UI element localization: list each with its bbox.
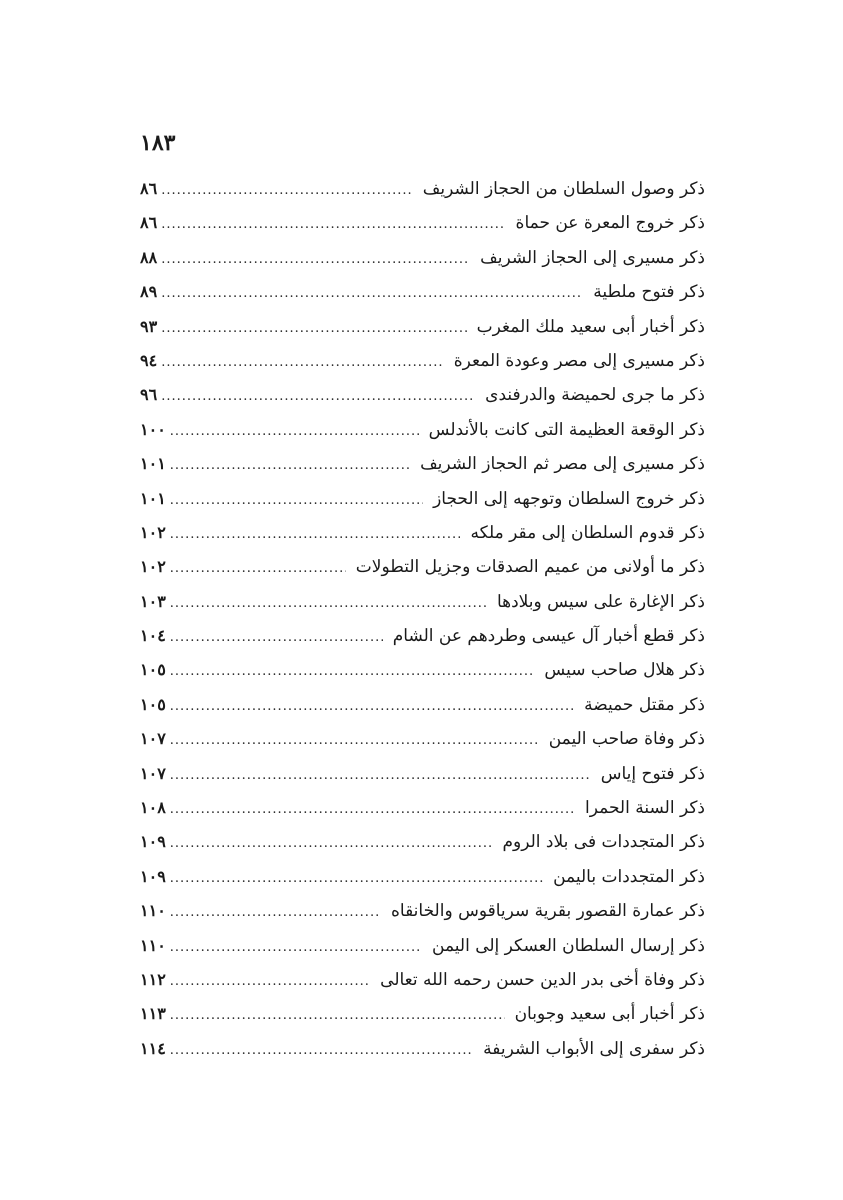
toc-entry <box>140 619 705 653</box>
toc-entry-page: ١٠٧ <box>140 729 166 749</box>
toc-entry <box>140 757 705 791</box>
toc-entry <box>140 344 705 378</box>
toc-entry-page: ٨٩ <box>140 282 158 302</box>
toc-entry-title: ذكر فتوح ملطية <box>593 282 705 303</box>
toc-entry-page: ١٠١ <box>140 454 166 474</box>
dot-leader <box>170 484 423 518</box>
dot-leader <box>170 587 487 621</box>
dot-leader <box>170 690 574 724</box>
toc-entry <box>140 275 705 309</box>
toc-entry <box>140 206 705 240</box>
toc-entry-page: ٩٤ <box>140 350 158 370</box>
toc-entry-page: ١٠٧ <box>140 763 166 783</box>
dot-leader <box>170 518 461 552</box>
toc-entry-page: ١٠٥ <box>140 694 166 714</box>
toc-entry-page: ١٠٢ <box>140 557 166 577</box>
toc-entry <box>140 791 705 825</box>
toc-entry-page: ١١٣ <box>140 1004 166 1024</box>
toc-entry <box>140 894 705 928</box>
dot-leader <box>170 931 422 965</box>
toc-entry-title: ذكر ما جرى لحميضة والدرفندى <box>485 385 705 406</box>
dot-leader <box>170 655 535 689</box>
toc-entry-title: ذكر مقتل حميضة <box>584 694 705 715</box>
toc-entry <box>140 482 705 516</box>
toc-entry-page: ١٠٩ <box>140 866 166 886</box>
toc-entry-title: ذكر عمارة القصور بقرية سرياقوس والخانقاه <box>390 901 705 922</box>
dot-leader <box>170 449 410 483</box>
toc-entry-title: ذكر المتجددات باليمن <box>553 866 705 887</box>
toc-entry-title: ذكر مسيرى إلى مصر ثم الحجاز الشريف <box>420 454 705 475</box>
dot-leader <box>170 415 419 449</box>
toc-entry <box>140 688 705 722</box>
toc-entry-title: ذكر خروج المعرة عن حماة <box>515 213 705 234</box>
toc-entry <box>140 1032 705 1066</box>
toc-entry <box>140 722 705 756</box>
toc-entry-page: ١٠٥ <box>140 660 166 680</box>
toc-entry-title: ذكر مسيرى إلى مصر وعودة المعرة <box>453 350 705 371</box>
toc-entry <box>140 550 705 584</box>
toc-entry-page: ١١٤ <box>140 1038 166 1058</box>
toc-entry-title: ذكر قطع أخبار آل عيسى وطردهم عن الشام <box>392 626 705 647</box>
toc-entry-page: ٨٦ <box>140 213 158 233</box>
toc-entry-page: ١٠٤ <box>140 626 166 646</box>
toc-entry <box>140 447 705 481</box>
toc-entry <box>140 413 705 447</box>
toc-entry <box>140 172 705 206</box>
dot-leader <box>170 999 505 1033</box>
toc-entry <box>140 963 705 997</box>
dot-leader <box>161 277 583 311</box>
toc-entry-title: ذكر وفاة أخى بدر الدين حسن رحمه الله تعالى <box>380 969 705 990</box>
dot-leader <box>170 724 539 758</box>
toc-entry-title: ذكر الإغارة على سيس وبلادها <box>496 591 705 612</box>
toc-entry <box>140 516 705 550</box>
toc-entry-page: ٨٦ <box>140 179 158 198</box>
dot-leader <box>170 896 381 930</box>
dot-leader <box>161 312 466 346</box>
toc-entry <box>140 241 705 275</box>
toc-entry-title: ذكر وفاة صاحب اليمن <box>548 729 705 750</box>
toc-entry-page: ١١٠ <box>140 935 166 955</box>
page-number: ١٨٣ <box>140 130 176 156</box>
toc-entry-page: ٩٦ <box>140 385 158 405</box>
toc-entry-page: ١٠٩ <box>140 832 166 852</box>
toc-entry-title: ذكر السنة الحمرا <box>585 798 705 819</box>
toc-entry-title: ذكر فتوح إياس <box>600 763 705 784</box>
dot-leader <box>170 759 591 793</box>
toc-entry <box>140 997 705 1031</box>
dot-leader <box>170 552 346 586</box>
dot-leader <box>170 862 543 896</box>
toc-entry-title: ذكر مسيرى إلى الحجاز الشريف <box>480 247 705 268</box>
toc-entry-page: ١٠٢ <box>140 522 166 542</box>
dot-leader <box>170 1034 473 1068</box>
toc-entry-page: ١١٠ <box>140 901 166 921</box>
toc-entry-title: ذكر ما أولانى من عميم الصدقات وجزيل التطولات <box>355 557 705 578</box>
toc-entry-title: ذكر وصول السلطان من الحجاز الشريف <box>422 179 705 199</box>
toc-entry-page: ١٠٨ <box>140 798 166 818</box>
toc-entry <box>140 378 705 412</box>
toc-entry-title: ذكر هلال صاحب سيس <box>544 660 705 681</box>
toc-entry <box>140 310 705 344</box>
toc-entry-page: ١٠٠ <box>140 419 166 439</box>
toc-entry <box>140 860 705 894</box>
toc-entry-title: ذكر سفرى إلى الأبواب الشريفة <box>483 1038 705 1059</box>
toc-entry-title: ذكر إرسال السلطان العسكر إلى اليمن <box>432 935 705 956</box>
toc-entry-title: ذكر أخبار أبى سعيد وجوبان <box>514 1004 705 1025</box>
toc-entry-page: ١١٢ <box>140 969 166 989</box>
toc-entry-title: ذكر خروج السلطان وتوجهه إلى الحجاز <box>433 488 705 509</box>
toc-entry <box>140 825 705 859</box>
dot-leader <box>170 827 493 861</box>
dot-leader <box>161 174 413 208</box>
toc-entry-page: ٨٨ <box>140 247 158 267</box>
toc-entry <box>140 653 705 687</box>
dot-leader <box>161 208 505 242</box>
dot-leader <box>161 346 444 380</box>
toc-entry <box>140 585 705 619</box>
table-of-contents <box>140 172 705 1066</box>
dot-leader <box>161 380 475 414</box>
toc-entry-page: ١٠١ <box>140 488 166 508</box>
toc-entry-title: ذكر المتجددات فى بلاد الروم <box>502 832 705 853</box>
toc-entry-title: ذكر أخبار أبى سعيد ملك المغرب <box>476 316 705 337</box>
toc-entry-title: ذكر الوقعة العظيمة التى كانت بالأندلس <box>428 419 705 440</box>
toc-entry-page: ١٠٣ <box>140 591 166 611</box>
dot-leader <box>170 621 383 655</box>
toc-entry-page: ٩٣ <box>140 316 158 336</box>
dot-leader <box>161 243 470 277</box>
dot-leader <box>170 965 370 999</box>
toc-entry-title: ذكر قدوم السلطان إلى مقر ملكه <box>470 522 705 543</box>
dot-leader <box>170 793 575 827</box>
toc-entry <box>140 929 705 963</box>
